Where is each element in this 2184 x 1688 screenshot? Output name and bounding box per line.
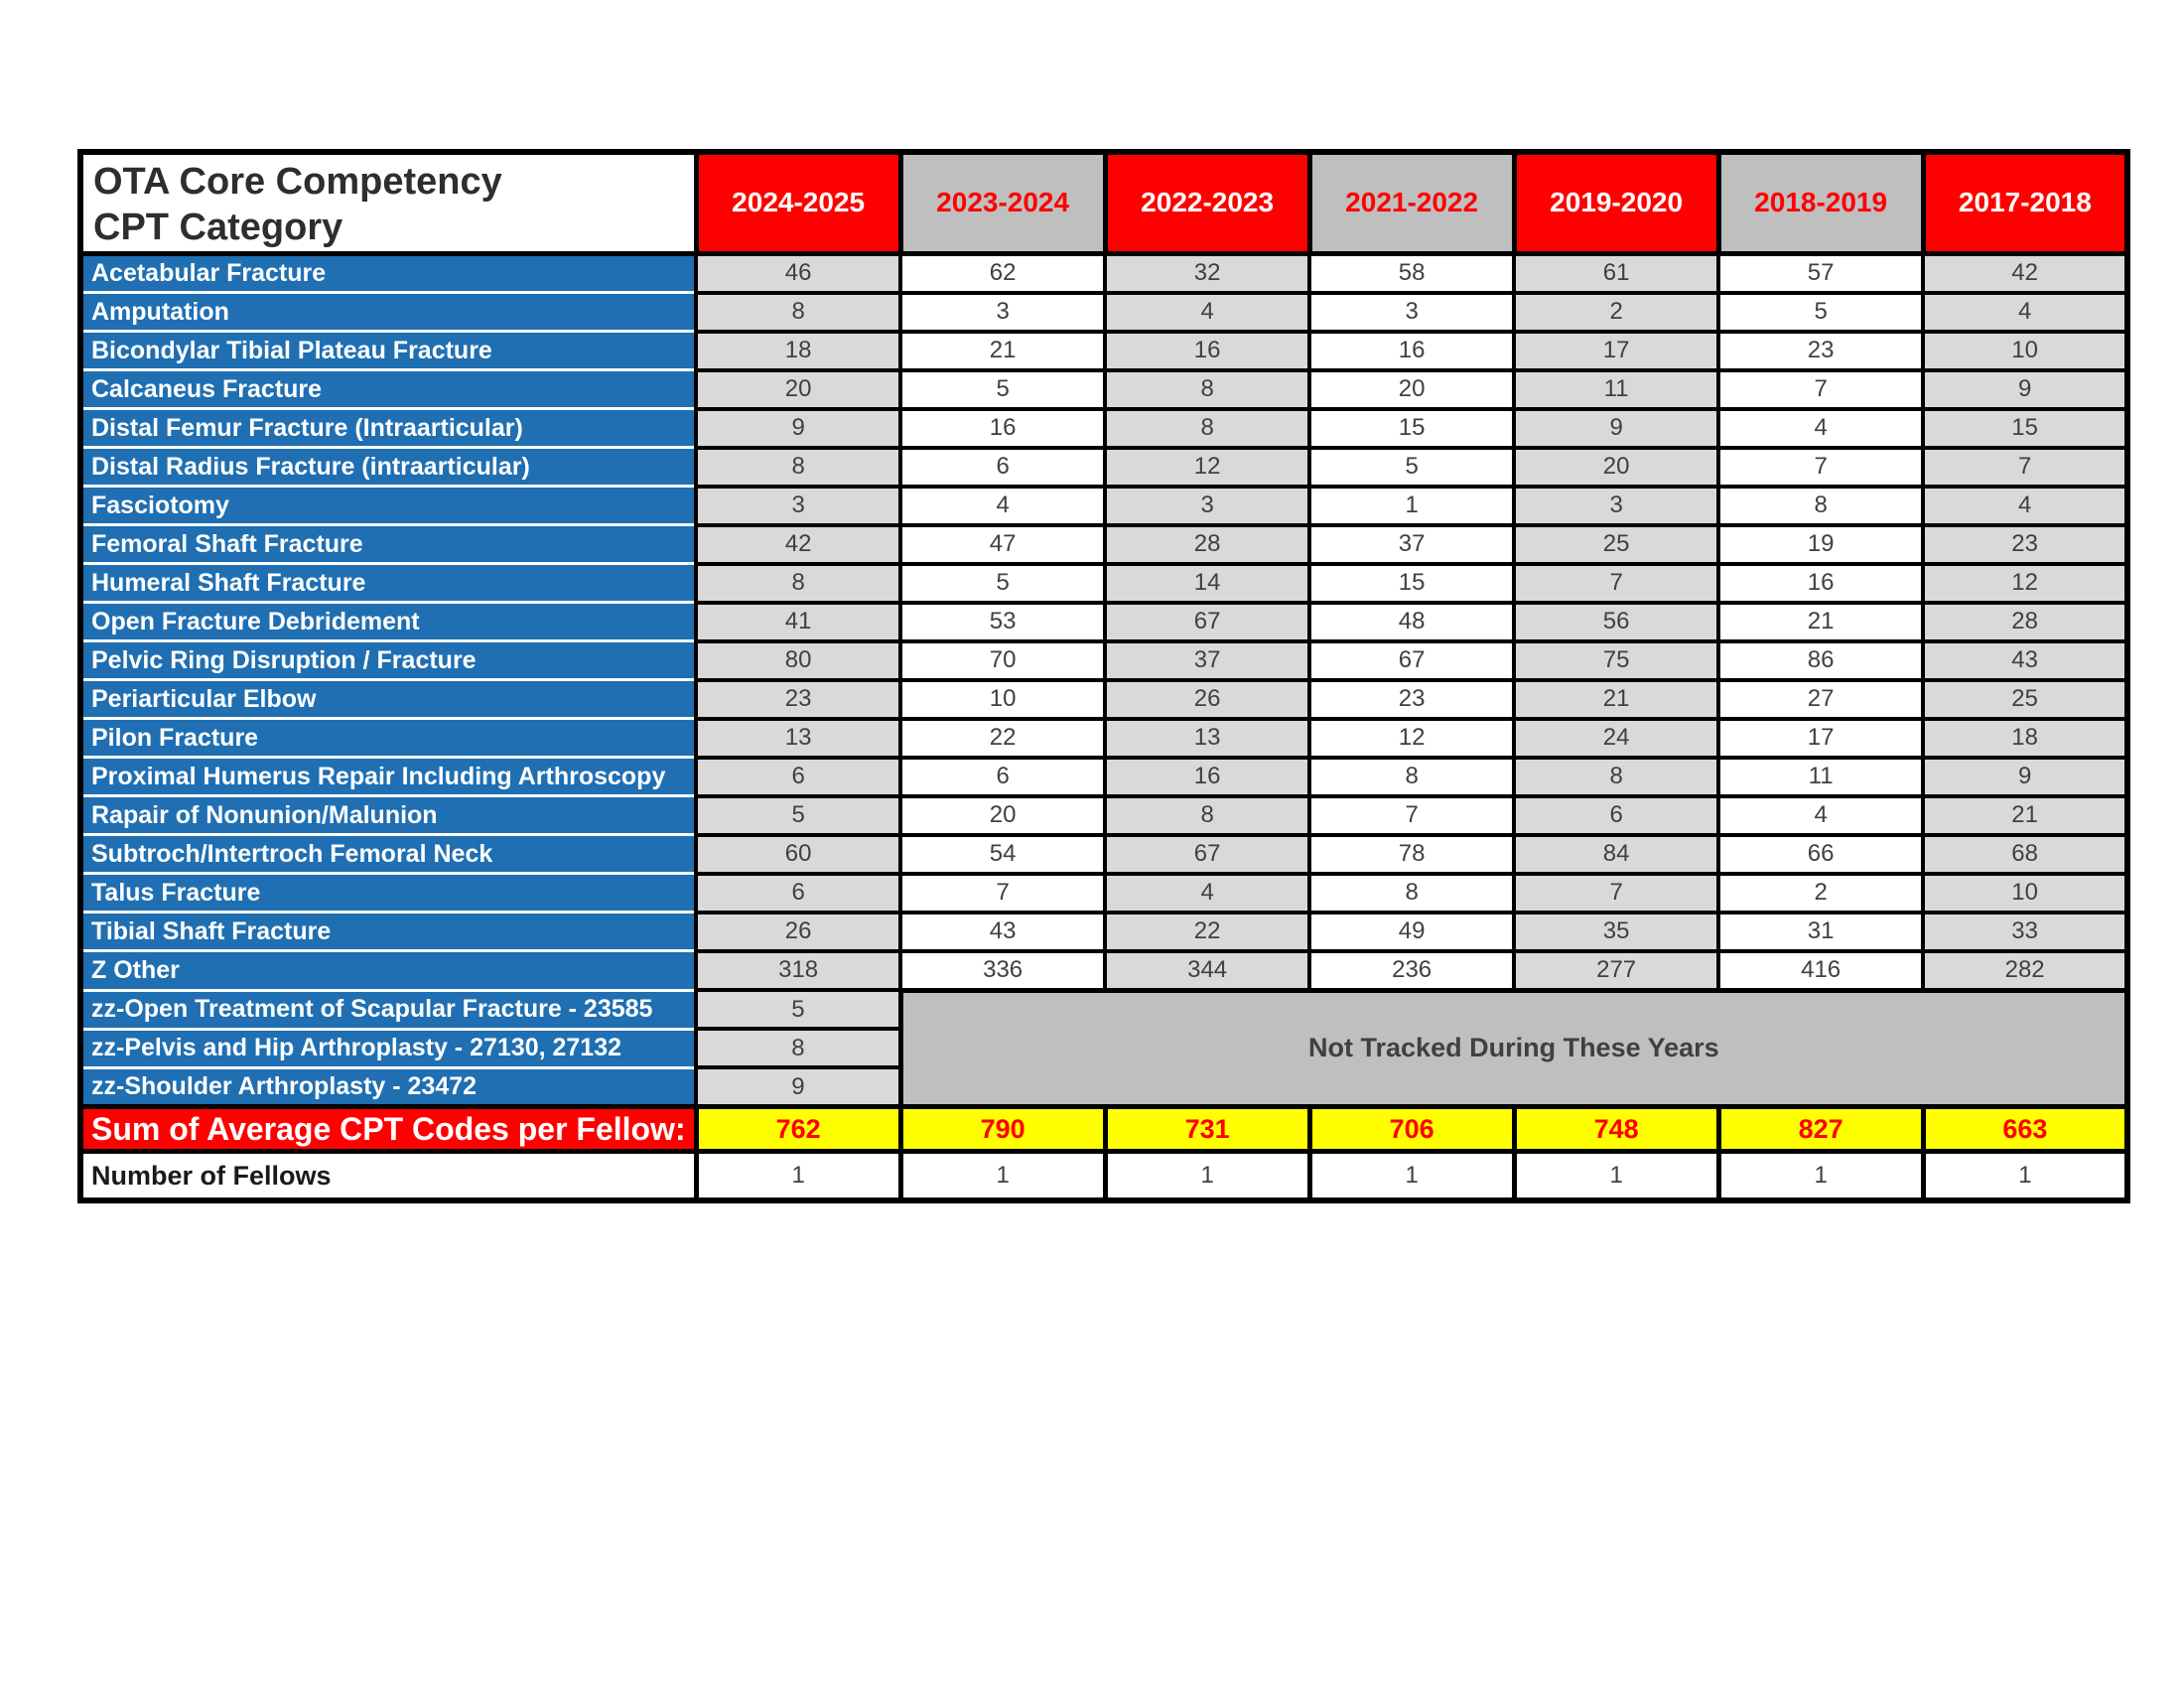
value-cell: 7 — [1718, 370, 1923, 409]
fellows-value-cell: 1 — [696, 1152, 900, 1201]
value-cell: 43 — [900, 913, 1105, 951]
value-cell: 4 — [1105, 293, 1309, 332]
value-cell: 15 — [1923, 409, 2127, 448]
table-row — [80, 409, 2127, 448]
year-header: 2017-2018 — [1923, 152, 2127, 253]
value-cell: 24 — [1514, 719, 1718, 758]
row-label: Rapair of Nonunion/Malunion — [80, 796, 696, 835]
sum-value-cell: 706 — [1309, 1107, 1514, 1152]
value-cell: 28 — [1923, 603, 2127, 641]
value-cell: 35 — [1514, 913, 1718, 951]
value-cell: 47 — [900, 525, 1105, 564]
value-cell: 277 — [1514, 951, 1718, 991]
value-cell: 11 — [1718, 758, 1923, 796]
value-cell: 16 — [1105, 332, 1309, 370]
value-cell: 6 — [696, 758, 900, 796]
row-label: Bicondylar Tibial Plateau Fracture — [80, 332, 696, 370]
value-cell: 23 — [1309, 680, 1514, 719]
value-cell: 7 — [1309, 796, 1514, 835]
value-cell: 2 — [1718, 874, 1923, 913]
value-cell: 4 — [1923, 293, 2127, 332]
value-cell: 6 — [696, 874, 900, 913]
fellows-value-cell: 1 — [1105, 1152, 1309, 1201]
table-row — [80, 835, 2127, 874]
row-label: Acetabular Fracture — [80, 253, 696, 293]
value-cell: 4 — [1718, 796, 1923, 835]
value-cell: 336 — [900, 951, 1105, 991]
value-cell: 57 — [1718, 253, 1923, 293]
value-cell: 10 — [1923, 332, 2127, 370]
table-row — [80, 680, 2127, 719]
row-label: Z Other — [80, 951, 696, 991]
value-cell: 11 — [1514, 370, 1718, 409]
value-cell: 43 — [1923, 641, 2127, 680]
value-cell: 21 — [1514, 680, 1718, 719]
value-cell: 8 — [696, 293, 900, 332]
value-cell: 3 — [1105, 487, 1309, 525]
fellows-value-cell: 1 — [900, 1152, 1105, 1201]
value-cell: 12 — [1923, 564, 2127, 603]
table-row — [80, 564, 2127, 603]
value-cell: 7 — [900, 874, 1105, 913]
value-cell: 5 — [696, 796, 900, 835]
year-header: 2023-2024 — [900, 152, 1105, 253]
value-cell: 21 — [900, 332, 1105, 370]
value-cell: 3 — [900, 293, 1105, 332]
value-cell: 18 — [696, 332, 900, 370]
row-label: Talus Fracture — [80, 874, 696, 913]
value-cell: 86 — [1718, 641, 1923, 680]
table-row — [80, 603, 2127, 641]
value-cell: 3 — [696, 487, 900, 525]
value-cell: 8 — [1718, 487, 1923, 525]
sum-value-cell: 827 — [1718, 1107, 1923, 1152]
sum-value-cell: 790 — [900, 1107, 1105, 1152]
table-row — [80, 525, 2127, 564]
value-cell: 37 — [1105, 641, 1309, 680]
row-label: zz-Pelvis and Hip Arthroplasty - 27130, 27132 — [80, 1029, 696, 1067]
table-row — [80, 719, 2127, 758]
value-cell: 4 — [900, 487, 1105, 525]
sum-row-label: Sum of Average CPT Codes per Fellow: — [80, 1107, 696, 1152]
table-row — [80, 487, 2127, 525]
value-cell: 7 — [1923, 448, 2127, 487]
value-cell: 13 — [696, 719, 900, 758]
value-cell: 54 — [900, 835, 1105, 874]
value-cell: 15 — [1309, 564, 1514, 603]
value-cell: 75 — [1514, 641, 1718, 680]
value-cell: 37 — [1309, 525, 1514, 564]
table-row — [80, 913, 2127, 951]
value-cell: 23 — [1718, 332, 1923, 370]
sum-value-cell: 748 — [1514, 1107, 1718, 1152]
year-header: 2018-2019 — [1718, 152, 1923, 253]
year-header: 2022-2023 — [1105, 152, 1309, 253]
table-title-line2: CPT Category — [93, 207, 343, 249]
value-cell: 28 — [1105, 525, 1309, 564]
value-cell: 9 — [1923, 758, 2127, 796]
value-cell: 15 — [1309, 409, 1514, 448]
value-cell: 49 — [1309, 913, 1514, 951]
table-title — [80, 152, 696, 253]
table-row — [80, 951, 2127, 991]
row-label: Periarticular Elbow — [80, 680, 696, 719]
row-label: Calcaneus Fracture — [80, 370, 696, 409]
fellows-row-label: Number of Fellows — [80, 1152, 696, 1201]
row-label: zz-Open Treatment of Scapular Fracture - 23585 — [80, 990, 696, 1029]
value-cell: 8 — [696, 448, 900, 487]
value-cell: 25 — [1514, 525, 1718, 564]
value-cell: 20 — [1309, 370, 1514, 409]
value-cell: 22 — [1105, 913, 1309, 951]
value-cell: 5 — [1718, 293, 1923, 332]
value-cell: 67 — [1105, 835, 1309, 874]
row-label: Amputation — [80, 293, 696, 332]
row-label: Distal Radius Fracture (intraarticular) — [80, 448, 696, 487]
value-cell: 23 — [1923, 525, 2127, 564]
value-cell: 8 — [1105, 409, 1309, 448]
table-row-untracked — [80, 990, 2127, 1029]
cpt-table — [77, 149, 2130, 1203]
row-label: Distal Femur Fracture (Intraarticular) — [80, 409, 696, 448]
value-cell: 84 — [1514, 835, 1718, 874]
value-cell: 3 — [1309, 293, 1514, 332]
table-row — [80, 448, 2127, 487]
value-cell: 19 — [1718, 525, 1923, 564]
value-cell: 5 — [900, 564, 1105, 603]
value-cell: 33 — [1923, 913, 2127, 951]
value-cell: 58 — [1309, 253, 1514, 293]
row-label: Fasciotomy — [80, 487, 696, 525]
value-cell: 67 — [1309, 641, 1514, 680]
fellows-value-cell: 1 — [1309, 1152, 1514, 1201]
value-cell: 5 — [900, 370, 1105, 409]
value-cell: 16 — [1718, 564, 1923, 603]
value-cell: 26 — [696, 913, 900, 951]
value-cell: 16 — [1105, 758, 1309, 796]
fellows-value-cell: 1 — [1718, 1152, 1923, 1201]
value-cell: 7 — [1718, 448, 1923, 487]
sum-value-cell: 731 — [1105, 1107, 1309, 1152]
value-cell: 8 — [1309, 758, 1514, 796]
year-header: 2021-2022 — [1309, 152, 1514, 253]
value-cell: 42 — [696, 525, 900, 564]
value-cell: 20 — [900, 796, 1105, 835]
value-cell: 8 — [1105, 370, 1309, 409]
row-label: zz-Shoulder Arthroplasty - 23472 — [80, 1067, 696, 1107]
value-cell: 4 — [1718, 409, 1923, 448]
value-cell: 23 — [696, 680, 900, 719]
sum-row — [80, 1107, 2127, 1152]
value-cell: 32 — [1105, 253, 1309, 293]
value-cell: 20 — [1514, 448, 1718, 487]
year-header: 2024-2025 — [696, 152, 900, 253]
not-tracked-note: Not Tracked During These Years — [900, 990, 2127, 1107]
table-row — [80, 370, 2127, 409]
value-cell: 13 — [1105, 719, 1309, 758]
value-cell: 8 — [696, 564, 900, 603]
table-row — [80, 796, 2127, 835]
value-cell: 7 — [1514, 874, 1718, 913]
value-cell: 3 — [1514, 487, 1718, 525]
value-cell: 56 — [1514, 603, 1718, 641]
value-cell: 22 — [900, 719, 1105, 758]
fellows-value-cell: 1 — [1514, 1152, 1718, 1201]
value-cell: 14 — [1105, 564, 1309, 603]
value-cell: 25 — [1923, 680, 2127, 719]
value-cell: 42 — [1923, 253, 2127, 293]
value-cell: 68 — [1923, 835, 2127, 874]
value-cell: 26 — [1105, 680, 1309, 719]
value-cell: 27 — [1718, 680, 1923, 719]
fellows-value-cell: 1 — [1923, 1152, 2127, 1201]
value-cell: 17 — [1718, 719, 1923, 758]
value-cell: 416 — [1718, 951, 1923, 991]
table-row — [80, 641, 2127, 680]
value-cell: 80 — [696, 641, 900, 680]
value-cell: 9 — [696, 1067, 900, 1107]
sum-value-cell: 762 — [696, 1107, 900, 1152]
year-header: 2019-2020 — [1514, 152, 1718, 253]
value-cell: 4 — [1923, 487, 2127, 525]
table-row — [80, 758, 2127, 796]
value-cell: 10 — [900, 680, 1105, 719]
report-sheet — [77, 149, 2130, 1203]
table-title-line1: OTA Core Competency — [93, 161, 502, 203]
sum-value-cell: 663 — [1923, 1107, 2127, 1152]
value-cell: 6 — [900, 758, 1105, 796]
value-cell: 20 — [696, 370, 900, 409]
row-label: Tibial Shaft Fracture — [80, 913, 696, 951]
row-label: Pelvic Ring Disruption / Fracture — [80, 641, 696, 680]
row-label: Open Fracture Debridement — [80, 603, 696, 641]
row-label: Subtroch/Intertroch Femoral Neck — [80, 835, 696, 874]
table-row — [80, 332, 2127, 370]
value-cell: 16 — [1309, 332, 1514, 370]
value-cell: 9 — [1923, 370, 2127, 409]
value-cell: 53 — [900, 603, 1105, 641]
value-cell: 21 — [1923, 796, 2127, 835]
value-cell: 46 — [696, 253, 900, 293]
value-cell: 62 — [900, 253, 1105, 293]
value-cell: 67 — [1105, 603, 1309, 641]
value-cell: 2 — [1514, 293, 1718, 332]
value-cell: 10 — [1923, 874, 2127, 913]
value-cell: 5 — [1309, 448, 1514, 487]
table-row — [80, 874, 2127, 913]
value-cell: 41 — [696, 603, 900, 641]
row-label: Femoral Shaft Fracture — [80, 525, 696, 564]
value-cell: 1 — [1309, 487, 1514, 525]
value-cell: 60 — [696, 835, 900, 874]
value-cell: 236 — [1309, 951, 1514, 991]
value-cell: 318 — [696, 951, 900, 991]
value-cell: 17 — [1514, 332, 1718, 370]
value-cell: 18 — [1923, 719, 2127, 758]
value-cell: 8 — [696, 1029, 900, 1067]
value-cell: 12 — [1105, 448, 1309, 487]
value-cell: 6 — [1514, 796, 1718, 835]
value-cell: 5 — [696, 990, 900, 1029]
header-row — [80, 152, 2127, 253]
value-cell: 16 — [900, 409, 1105, 448]
value-cell: 78 — [1309, 835, 1514, 874]
value-cell: 12 — [1309, 719, 1514, 758]
row-label: Proximal Humerus Repair Including Arthroscopy — [80, 758, 696, 796]
value-cell: 344 — [1105, 951, 1309, 991]
value-cell: 48 — [1309, 603, 1514, 641]
value-cell: 7 — [1514, 564, 1718, 603]
table-row — [80, 293, 2127, 332]
value-cell: 4 — [1105, 874, 1309, 913]
value-cell: 6 — [900, 448, 1105, 487]
value-cell: 8 — [1514, 758, 1718, 796]
value-cell: 8 — [1105, 796, 1309, 835]
value-cell: 61 — [1514, 253, 1718, 293]
value-cell: 66 — [1718, 835, 1923, 874]
table-row — [80, 253, 2127, 293]
value-cell: 9 — [1514, 409, 1718, 448]
value-cell: 21 — [1718, 603, 1923, 641]
value-cell: 9 — [696, 409, 900, 448]
value-cell: 70 — [900, 641, 1105, 680]
value-cell: 282 — [1923, 951, 2127, 991]
fellows-row — [80, 1152, 2127, 1201]
row-label: Humeral Shaft Fracture — [80, 564, 696, 603]
value-cell: 8 — [1309, 874, 1514, 913]
value-cell: 31 — [1718, 913, 1923, 951]
row-label: Pilon Fracture — [80, 719, 696, 758]
